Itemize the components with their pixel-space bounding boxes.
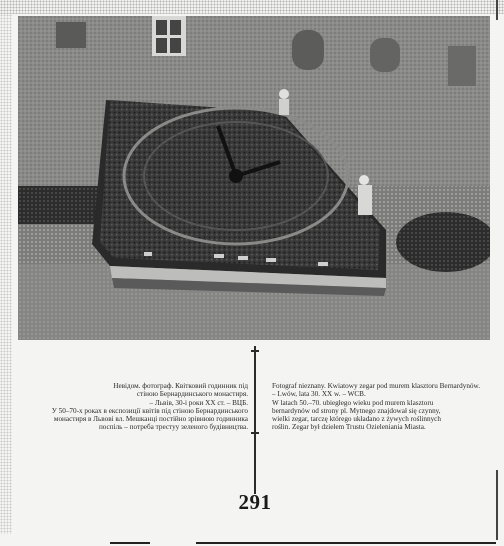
flower-clock-photo <box>18 16 490 340</box>
caption-line: У 50–70-х роках в експозиції квітів під стіною Бернардинського <box>51 406 248 415</box>
right-edge-line <box>496 0 498 20</box>
caption-line: – Львів, 30-і роки ХХ ст. – ВЦБ. <box>149 398 248 407</box>
caption-line: стіною Бернардинського монастиря. <box>136 390 248 399</box>
page-dither-side <box>0 14 12 534</box>
caption-line: – Lwów, lata 30. XX w. – WCB. <box>272 390 366 399</box>
caption-line: W latach 50.–70. ubiegłego wieku pod murem klasztoru <box>272 398 434 407</box>
caption-line: поспіль – потреба трестуу зеленого будівництва. <box>98 423 248 432</box>
caption-line: wielki zegar, tarczę którego układano z żywych roślinnych <box>272 415 441 424</box>
caption-line: монастиря в Львові вл. Мешканці постійно зрівнюю годинника <box>53 415 248 424</box>
bottom-edge-line <box>110 542 150 544</box>
divider-knob <box>251 432 259 434</box>
bottom-edge-line <box>196 542 496 544</box>
page-dither-top <box>0 0 504 14</box>
page-number: 291 <box>238 490 272 514</box>
caption-line: Невідом. фотограф. Квітковий годинник під <box>113 382 248 390</box>
right-edge-line <box>496 470 498 540</box>
caption-line: Fotograf nieznany. Kwiatowy zegar pod murem klasztoru Bernardynów. <box>272 382 481 390</box>
caption-divider <box>254 346 256 494</box>
divider-knob <box>251 350 259 352</box>
caption-line: roślin. Zegar był dziełem Trustu Ozieleniania Miasta. <box>272 423 426 432</box>
caption-ukrainian <box>26 382 248 432</box>
caption-line: bernardynów od strony pl. Mytnego znajdował się czynny, <box>272 406 441 415</box>
caption-polish <box>272 382 484 432</box>
